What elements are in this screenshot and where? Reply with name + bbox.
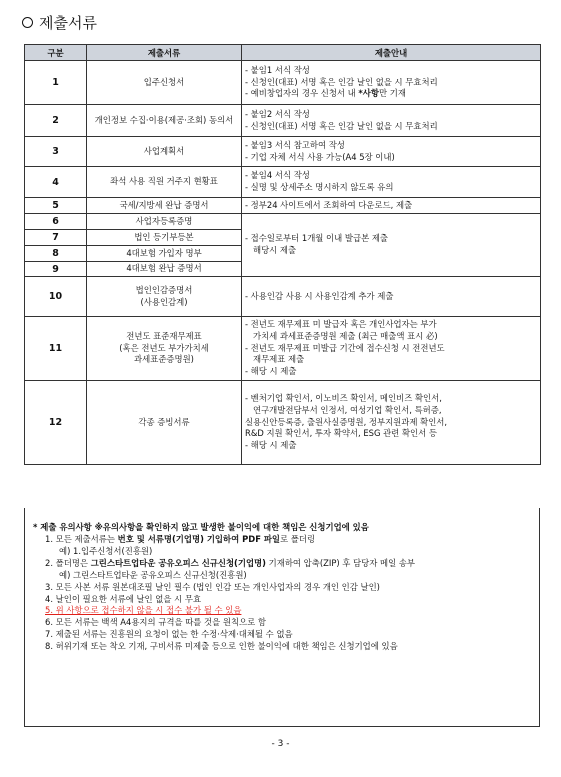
note-bold-text: 그린스타트업타운 공유오피스 신규신청(기업명)	[90, 557, 266, 568]
notes-heading: * 제출 유의사항 ※유의사항을 확인하지 않고 발생한 불이익에 대한 책임은 신청기업에 있음	[33, 522, 369, 532]
guide-line: 재무제표 제출	[253, 354, 305, 365]
table-row	[25, 61, 541, 105]
note-item: 4. 날인이 필요한 서류에 날인 없을 시 무효	[45, 593, 202, 604]
guide-line: 실용신안등록증, 출원사실증명원, 정부지원과제 확인서,	[245, 416, 448, 427]
table-row	[25, 277, 541, 317]
document-name: 4대보험 가입자 명부	[87, 246, 242, 262]
submission-notes	[24, 508, 540, 727]
section-title	[22, 12, 97, 33]
document-name: 각종 증빙서류	[87, 381, 242, 465]
row-number: 4	[25, 167, 87, 198]
document-name-line: (혹은 전년도 부가가치세	[119, 342, 209, 353]
document-name-line: (사용인감계)	[140, 296, 188, 307]
table-header-row	[25, 45, 541, 61]
guide-line: - 기업 자체 서식 사용 가능(A4 5장 이내)	[245, 151, 395, 162]
guide-line: - 해당 시 제출	[245, 366, 297, 377]
guide-line: - 접수일로부터 1개월 이내 발급본 제출	[245, 233, 389, 244]
guide-line: 가치세 과세표준증명원 제출 (최근 매출액 표시 必)	[253, 330, 438, 341]
submission-guide-merged	[242, 214, 541, 277]
submission-guide	[242, 198, 541, 214]
note-text: 로 폴더링	[280, 533, 316, 544]
guide-line: - 신청인(대표) 서명 혹은 인감 날인 없을 시 무효처리	[245, 120, 438, 131]
row-number: 3	[25, 137, 87, 167]
row-number: 2	[25, 105, 87, 137]
note-example: 예) 1.입주신청서(진흥원)	[59, 545, 153, 556]
submission-guide	[242, 105, 541, 137]
submission-guide	[242, 137, 541, 167]
submission-guide	[242, 61, 541, 105]
guide-line: 해당시 제출	[253, 245, 297, 255]
table-row	[25, 137, 541, 167]
table-row	[25, 105, 541, 137]
document-name: 사업계획서	[87, 137, 242, 167]
document-name	[87, 277, 242, 317]
guide-line: - 붙임4 서식 작성	[245, 170, 310, 181]
submission-guide	[242, 381, 541, 465]
note-text: 2. 폴더명은	[45, 557, 91, 568]
guide-line: - 해당 시 제출	[245, 440, 297, 451]
section-title-text: 제출서류	[39, 14, 97, 32]
header-category: 구분	[25, 45, 87, 61]
row-number: 9	[25, 262, 87, 277]
row-number: 1	[25, 61, 87, 105]
submission-guide	[242, 317, 541, 381]
guide-text: 만 기재	[378, 88, 406, 99]
guide-text: - 예비창업자의 경우 신청서 내	[245, 88, 359, 99]
row-number: 8	[25, 246, 87, 262]
row-number: 7	[25, 230, 87, 246]
note-item	[33, 558, 531, 570]
row-number: 5	[25, 198, 87, 214]
note-item: 6. 모든 서류는 백색 A4용지의 규격을 따를 것을 원칙으로 함	[45, 617, 266, 628]
guide-line: - 정부24 사이트에서 조회하여 다운로드, 제출	[245, 199, 413, 210]
document-name-line: 전년도 표준재무제표	[126, 331, 202, 342]
guide-line: - 붙임3 서식 참고하여 작성	[245, 139, 345, 150]
page-number: - 3 -	[271, 739, 290, 749]
note-text: 기재하여 압축(ZIP) 후 담당자 메일 송부	[265, 557, 416, 568]
note-example: 예) 그린스타트업타운 공유오피스 신규신청(진흥원)	[59, 569, 247, 580]
guide-line: - 실명 및 상세주소 명시하지 않도록 유의	[245, 182, 394, 192]
document-name: 좌석 사용 직원 거주지 현황표	[87, 167, 242, 198]
guide-line: - 전년도 재무제표 미발급 기간에 접수신청 시 전전년도	[245, 342, 445, 353]
guide-line	[245, 88, 537, 100]
note-bold-text: 번호 및 서류명(기업명) 기입하여 PDF 파일	[117, 533, 281, 544]
note-item-warning: 5. 위 사항으로 접수하지 않을 시 접수 불가 될 수 있음	[45, 605, 242, 616]
guide-line: - 벤처기업 확인서, 이노비즈 확인서, 메인비즈 확인서,	[245, 392, 442, 403]
document-name: 4대보험 완납 증명서	[87, 262, 242, 277]
row-number: 6	[25, 214, 87, 230]
note-item	[33, 534, 531, 546]
document-name	[87, 317, 242, 381]
row-number: 11	[25, 317, 87, 381]
document-name: 개인정보 수집·이용(제공·조회) 동의서	[87, 105, 242, 137]
table-row	[25, 214, 541, 230]
document-name-line: 과세표준증명원)	[134, 354, 194, 365]
document-name: 입주신청서	[87, 61, 242, 105]
guide-line: - 붙임2 서식 작성	[245, 108, 310, 119]
table-row	[25, 167, 541, 198]
note-item: 3. 모든 사본 서류 원본대조필 날인 필수 (법인 인감 또는 개인사업자의 경우 개인 인감 날인)	[45, 581, 380, 592]
guide-line: 연구개발전담부서 인정서, 여성기업 확인서, 특허증,	[253, 404, 442, 415]
guide-line: - 사용인감 사용 시 사용인감계 추가 제출	[245, 290, 394, 301]
row-number: 10	[25, 277, 87, 317]
guide-line: - 붙임1 서식 작성	[245, 64, 310, 75]
guide-line: R&D 지원 확인서, 투자 확약서, ESG 관련 확인서 등	[245, 428, 437, 439]
circle-bullet-icon	[22, 17, 33, 28]
document-name: 법인 등기부등본	[87, 230, 242, 246]
documents-table	[24, 44, 541, 465]
table-row	[25, 317, 541, 381]
document-name-line: 법인인감증명서	[135, 285, 193, 296]
guide-bold-text: *사항	[358, 88, 379, 99]
header-guide: 제출안내	[242, 45, 541, 61]
note-item: 8. 허위기재 또는 착오 기재, 구비서류 미제출 등으로 인한 불이익에 대한 책임은 신청기업에 있음	[45, 641, 398, 652]
document-name: 사업자등록증명	[87, 214, 242, 230]
header-document: 제출서류	[87, 45, 242, 61]
table-row	[25, 381, 541, 465]
note-item: 7. 제출된 서류는 진흥원의 요청이 없는 한 수정·삭제·대체될 수 없음	[45, 629, 293, 640]
table-row	[25, 198, 541, 214]
guide-line: - 신청인(대표) 서명 혹은 인감 날인 없을 시 무효처리	[245, 76, 438, 87]
guide-line: - 전년도 재무제표 미 발급자 혹은 개인사업자는 부가	[245, 318, 437, 329]
submission-guide	[242, 167, 541, 198]
submission-guide	[242, 277, 541, 317]
note-text: 1. 모든 제출서류는	[45, 533, 118, 544]
document-name: 국세/지방세 완납 증명서	[87, 198, 242, 214]
row-number: 12	[25, 381, 87, 465]
